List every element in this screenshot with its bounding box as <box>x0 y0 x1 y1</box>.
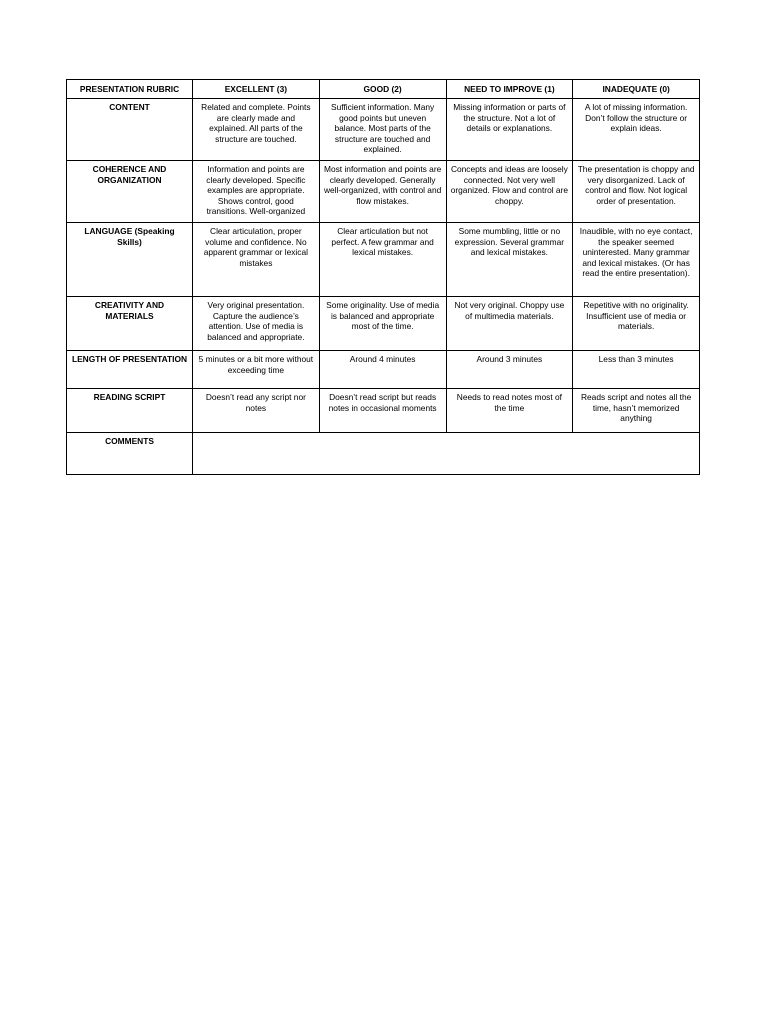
inadequate-cell: Less than 3 minutes <box>573 351 700 389</box>
table-row <box>67 351 700 389</box>
need-to-improve-cell: Some mumbling, little or no expression. Several grammar and lexical mistakes. <box>446 223 573 297</box>
criterion-label: CONTENT <box>67 99 193 161</box>
header-inadequate: INADEQUATE (0) <box>573 80 700 99</box>
inadequate-cell: Inaudible, with no eye contact, the speaker seemed uninterested. Many grammar and lexical mistakes. (Or has read the entire presentation). <box>573 223 700 297</box>
inadequate-cell: Repetitive with no originality. Insufficient use of media or materials. <box>573 297 700 351</box>
excellent-cell: Very original presentation. Capture the audience’s attention. Use of media is balanced and appropriate. <box>193 297 320 351</box>
comments-cell <box>193 433 700 475</box>
table-row <box>67 99 700 161</box>
table-row <box>67 389 700 433</box>
excellent-cell: Doesn’t read any script nor notes <box>193 389 320 433</box>
table-row <box>67 297 700 351</box>
header-criteria: PRESENTATION RUBRIC <box>67 80 193 99</box>
criterion-label: CREATIVITY AND MATERIALS <box>67 297 193 351</box>
good-cell: Clear articulation but not perfect. A few grammar and lexical mistakes. <box>319 223 446 297</box>
need-to-improve-cell: Needs to read notes most of the time <box>446 389 573 433</box>
excellent-cell: Information and points are clearly developed. Specific examples are appropriate. Shows control, good transitions. Well-organized <box>193 161 320 223</box>
good-cell: Most information and points are clearly developed. Generally well-organized, with control and flow mistakes. <box>319 161 446 223</box>
header-need-to-improve: NEED TO IMPROVE (1) <box>446 80 573 99</box>
need-to-improve-cell: Around 3 minutes <box>446 351 573 389</box>
comments-label: COMMENTS <box>67 433 193 475</box>
need-to-improve-cell: Missing information or parts of the structure. Not a lot of details or explanations. <box>446 99 573 161</box>
need-to-improve-cell: Not very original. Choppy use of multimedia materials. <box>446 297 573 351</box>
excellent-cell: Clear articulation, proper volume and confidence. No apparent grammar or lexical mistakes <box>193 223 320 297</box>
excellent-cell: Related and complete. Points are clearly made and explained. All parts of the structure are touched. <box>193 99 320 161</box>
good-cell: Some originality. Use of media is balanced and appropriate most of the time. <box>319 297 446 351</box>
criterion-label: LANGUAGE (Speaking Skills) <box>67 223 193 297</box>
need-to-improve-cell: Concepts and ideas are loosely connected. Not very well organized. Flow and control are choppy. <box>446 161 573 223</box>
rubric-header-row <box>67 80 700 99</box>
comments-row <box>67 433 700 475</box>
good-cell: Doesn’t read script but reads notes in occasional moments <box>319 389 446 433</box>
inadequate-cell: A lot of missing information. Don’t follow the structure or explain ideas. <box>573 99 700 161</box>
excellent-cell: 5 minutes or a bit more without exceeding time <box>193 351 320 389</box>
good-cell: Sufficient information. Many good points but uneven balance. Most parts of the structure are touched and explained. <box>319 99 446 161</box>
header-excellent: EXCELLENT (3) <box>193 80 320 99</box>
inadequate-cell: Reads script and notes all the time, hasn’t memorized anything <box>573 389 700 433</box>
good-cell: Around 4 minutes <box>319 351 446 389</box>
criterion-label: READING SCRIPT <box>67 389 193 433</box>
inadequate-cell: The presentation is choppy and very disorganized. Lack of control and flow. Not logical order of presentation. <box>573 161 700 223</box>
criterion-label: COHERENCE AND ORGANIZATION <box>67 161 193 223</box>
header-good: GOOD (2) <box>319 80 446 99</box>
criterion-label: LENGTH OF PRESENTATION <box>67 351 193 389</box>
presentation-rubric-table <box>66 79 700 475</box>
table-row <box>67 161 700 223</box>
table-row <box>67 223 700 297</box>
